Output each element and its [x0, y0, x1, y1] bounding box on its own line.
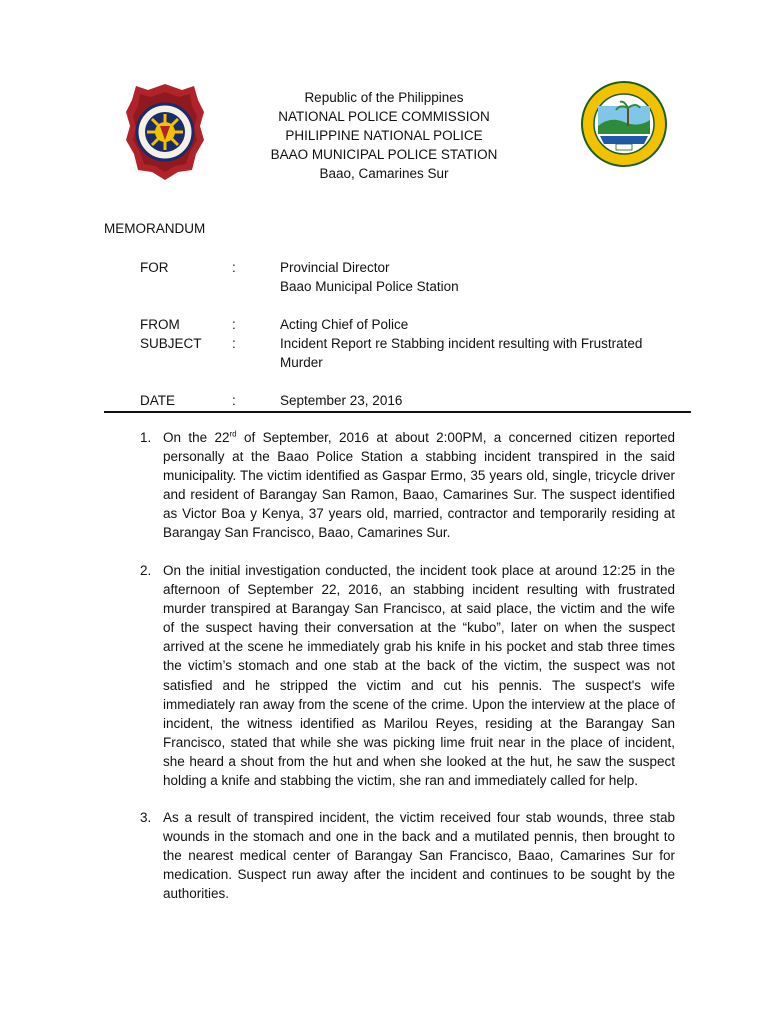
paragraph-text — [163, 428, 675, 543]
paragraph-text: As a result of transpired incident, the victim received four stab wounds, three stab wounds in the stomach and one in the back and a mutilated pennis, then brought to the nearest medical center of Barangay San Francisco, Baao, Camarines Sur for medication. Suspect run away after the incident and continues to be sought by the authorities. — [163, 810, 675, 902]
header-divider — [104, 411, 691, 413]
memo-title: MEMORANDUM — [104, 221, 206, 236]
paragraph-text: On the initial investigation conducted, the incident took place at around 12:25 in the afternoon of September 22, 2016, an stabbing incident resulting with frustrated murder transpired at Barangay San Francisco, at said place, the victim and the wife of the suspect having their conversation at the “kubo”, later on when the suspect arrived at the scene he immediately grab his knife in his pocket and stab three times the victim’s stomach and one stab at the back of the victim, the suspect was not satisfied and he stripped the victim and cut his pennis. The suspect's wife immediately ran away from the scene of the crime. Upon the interview at the place of incident, the witness identified as Marilou Reyes, residing at the Barangay San Francisco, stated that while she was picking lime fruit near in the place of incident, she heard a shout from the hut and when she looked at the hut, he saw the suspect holding a knife and stabbing the victim, she ran and immediately called for help. — [163, 563, 675, 789]
paragraph-number: 2. — [140, 563, 152, 578]
letterhead — [234, 88, 534, 183]
paragraph-1 — [140, 428, 675, 544]
letterhead-line-5: Baao, Camarines Sur — [319, 166, 449, 181]
pnp-badge-logo — [124, 82, 206, 182]
from-label: FROM — [140, 317, 180, 332]
date-value: September 23, 2016 — [280, 393, 403, 408]
from-colon: : — [232, 317, 236, 332]
baao-police-seal-logo — [580, 80, 668, 168]
paragraph-number: 1. — [140, 430, 152, 445]
from-value: Acting Chief of Police — [280, 317, 409, 332]
subject-value: Incident Report re Stabbing incident resulting with Frustrated Murder — [280, 336, 643, 370]
letterhead-line-4: BAAO MUNICIPAL POLICE STATION — [270, 147, 498, 162]
letterhead-line-1: Republic of the Philippines — [304, 90, 464, 105]
subject-label: SUBJECT — [140, 336, 202, 351]
letterhead-line-3: PHILIPPINE NATIONAL POLICE — [285, 128, 483, 143]
from-field — [140, 315, 700, 335]
subject-field — [140, 334, 700, 374]
for-label: FOR — [140, 260, 169, 275]
date-field — [140, 391, 700, 411]
date-colon: : — [232, 393, 236, 408]
for-value-line-2: Baao Municipal Police Station — [280, 279, 459, 294]
for-value — [280, 258, 680, 296]
for-field — [140, 258, 700, 298]
ordinal-suffix: rd — [229, 429, 237, 439]
paragraph-3 — [140, 808, 675, 904]
for-value-line-1: Provincial Director — [280, 260, 390, 275]
subject-colon: : — [232, 336, 236, 351]
letterhead-line-2: NATIONAL POLICE COMMISSION — [278, 109, 490, 124]
paragraph-2 — [140, 561, 675, 791]
paragraph-text-rest: of September, 2016 at about 2:00PM, a concerned citizen reported personally at the Baao Police Station a stabbing incident transpired in the said municipality. The victim identified as Gaspar Ermo, 35 years old, single, tricycle driver and resident of Barangay San Ramon, Baao, Camarines Sur. The suspect identified as Victor Boa y Kenya, 37 years old, married, contractor and temporarily residing at Barangay San Francisco, Baao, Camarines Sur. — [163, 430, 675, 541]
paragraph-number: 3. — [140, 810, 152, 825]
paragraph-text-start: On the 22 — [163, 430, 230, 445]
date-label: DATE — [140, 393, 176, 408]
for-colon: : — [232, 260, 236, 275]
